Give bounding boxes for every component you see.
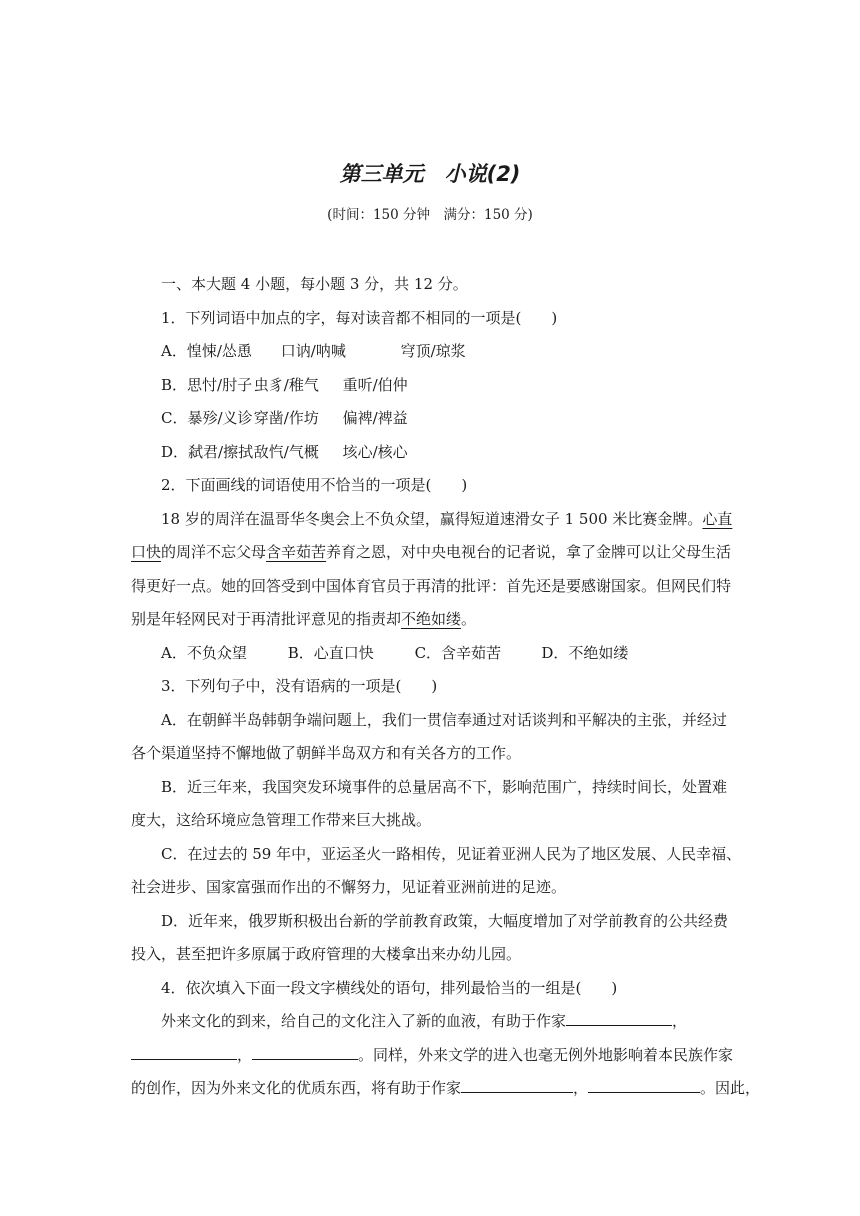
passage-text: 的创作，因为外来文化的优质东西，将有助于作家: [131, 1079, 462, 1097]
question-2-passage-line-4: [131, 603, 731, 637]
option-a-pair-3: 穹顶/琼浆: [400, 342, 466, 360]
question-4-passage-line-3: [131, 1072, 761, 1106]
question-1-option-c: [131, 402, 731, 436]
question-1-stem: 1．下列词语中加点的字，每对读音都不相同的一项是( ): [161, 308, 558, 327]
question-2-passage-line-3: 得更好一点。她的回答受到中国体育官员于再清的批评：首先还是要感谢国家。但网民们特: [131, 576, 732, 595]
answer-blank[interactable]: [588, 1077, 700, 1093]
question-3-option-d-line-2: 投入，甚至把许多原属于政府管理的大楼拿出来办幼儿园。: [131, 945, 522, 963]
question-3-stem: 3．下列句子中，没有语病的一项是( ): [161, 677, 438, 695]
question-2-stem: 2．下面画线的词语使用不恰当的一项是( ): [161, 476, 468, 494]
question-1-option-b: [131, 369, 731, 403]
question-3-option-d-line-1: D．近年来，俄罗斯积极出台新的学前教育政策，大幅度增加了对学前教育的公共经费: [161, 911, 729, 930]
passage-text: 。同样，外来文学的进入也毫无例外地影响着本民族作家: [358, 1045, 734, 1064]
passage-text: ，: [672, 1012, 688, 1030]
underlined-phrase: 不绝如缕: [401, 610, 462, 628]
option-d-pair-2: 敌忾/气概: [253, 442, 319, 461]
option-b-pair-2: 虫豸/稚气: [253, 375, 319, 394]
underlined-phrase: 口快: [131, 543, 162, 561]
question-3-option-c-line-2: 社会进步、国家富强而作出的不懈努力，见证着亚洲前进的足迹。: [131, 878, 567, 896]
underlined-phrase: 心直: [702, 509, 733, 528]
page-title: 第三单元 小说(2): [339, 162, 521, 186]
option-c-pair-2: 穿凿/作坊: [253, 409, 319, 427]
option-a-pair-2: 口讷/呐喊: [280, 342, 346, 360]
section-heading: 一、本大题 4 小题，每小题 3 分，共 12 分。: [161, 275, 468, 293]
question-2-choices: [131, 637, 731, 671]
question-1-option-a: [131, 335, 731, 369]
answer-blank[interactable]: [131, 1044, 237, 1060]
question-3-option-a-line-2: 各个渠道坚持不懈地做了朝鲜半岛双方和有关各方的工作。: [131, 744, 522, 762]
choice-a: A．不负众望: [161, 643, 247, 662]
underlined-phrase: 含辛茹苦: [266, 543, 327, 561]
passage-text: 。因此，: [700, 1079, 761, 1097]
choice-b: B．心直口快: [287, 643, 374, 662]
answer-blank[interactable]: [252, 1044, 358, 1060]
passage-text: 的周洋不忘父母: [161, 543, 267, 561]
answer-blank[interactable]: [461, 1077, 573, 1093]
option-d-pair-1: D．弑君/擦拭: [161, 442, 254, 461]
question-1-option-d: [131, 436, 731, 470]
passage-text: ，: [237, 1045, 253, 1064]
passage-text: 别是年轻网民对于再清批评意见的指责却: [131, 610, 402, 628]
question-2-passage-line-2: [131, 536, 731, 570]
option-b-pair-1: B．思忖/肘子: [161, 375, 253, 394]
option-b-pair-3: 重听/伯仲: [342, 375, 408, 394]
option-c-pair-3: 偏裨/裨益: [342, 409, 408, 427]
choice-d: D．不绝如缕: [541, 643, 629, 662]
option-d-pair-3: 垓心/核心: [342, 442, 408, 461]
question-3-option-b-line-2: 度大，这给环境应急管理工作带来巨大挑战。: [131, 811, 432, 829]
passage-text: 养育之恩，对中央电视台的记者说，拿了金牌可以让父母生活: [326, 543, 732, 561]
question-4-passage-line-2: [131, 1039, 734, 1073]
exam-content: [131, 268, 761, 1106]
choice-c: C．含辛茹苦: [414, 643, 502, 662]
question-4-stem: 4．依次填入下面一段文字横线处的语句，排列最恰当的一组是( ): [161, 978, 618, 997]
question-3-option-b-line-1: B．近三年来，我国突发环境事件的总量居高不下，影响范围广，持续时间长，处置难: [161, 777, 728, 796]
question-3-option-a-line-1: A．在朝鲜半岛韩朝争端问题上，我们一贯信奉通过对话谈判和平解决的主张，并经过: [161, 710, 727, 729]
passage-text: 18 岁的周洋在温哥华冬奥会上不负众望，赢得短道速滑女子 1 500 米比赛金牌。: [161, 509, 703, 528]
question-2-passage-line-1: [131, 503, 731, 537]
answer-blank[interactable]: [566, 1010, 672, 1026]
passage-text: 外来文化的到来，给自己的文化注入了新的血液，有助于作家: [161, 1012, 567, 1030]
question-4-passage-line-1: [131, 1005, 731, 1039]
passage-text: 。: [461, 610, 477, 628]
exam-info: (时间：150 分钟 满分：150 分): [327, 207, 533, 223]
passage-text: ，: [573, 1079, 589, 1097]
question-3-option-c-line-1: C．在过去的 59 年中，亚运圣火一路相传，见证着亚洲人民为了地区发展、人民幸福、: [161, 844, 742, 863]
option-c-pair-1: C．暴殄/义诊: [161, 409, 253, 427]
option-a-pair-1: A．惶悚/怂恿: [161, 342, 252, 360]
